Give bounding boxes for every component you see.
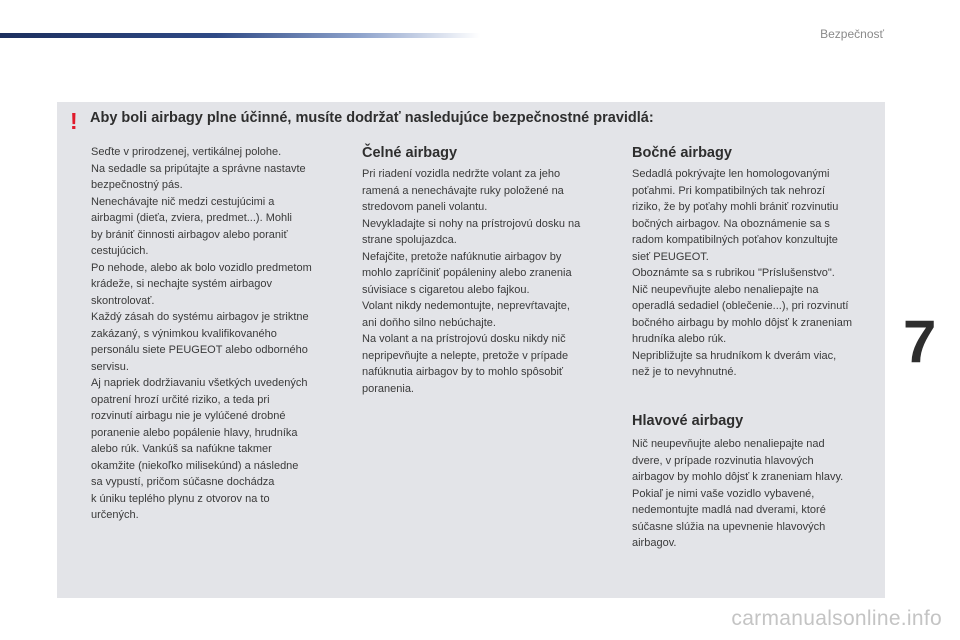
exclamation-icon: ! (70, 108, 78, 134)
curtain-airbags-heading: Hlavové airbagy (632, 413, 744, 429)
warning-panel (57, 102, 885, 598)
curtain-airbags-text: Nič neupevňujte alebo nenaliepajte nad dvere, v prípade rozvinutia hlavových airbagov by mohlo dôjsť k zraneniam hlavy. Pokiaľ je nimi vaše vozidlo vybavené, nedemontujte madlá nad dverami, ktoré súčasne slúžia na upevnenie hlavových airbagov. (632, 438, 844, 549)
frontal-airbags-text: Pri riadení vozidla nedržte volant za jeho ramená a nenechávajte ruky položené na stredovom paneli volantu. Nevykladajte si nohy na prístrojovú dosku na strane spolujazdca. Nefajčite, pretože nafúknutie airbagov by mohlo zapríčiniť popáleniny alebo zranenia súvisiace s cigaretou alebo fajkou. Volant nikdy nedemontujte, neprevŕtavajte, ani doňho silno nebúchajte. Na volant a na prístrojovú dosku nikdy nič nepripevňujte a nelepte, pretože v prípade nafúknutia airbagov by to mohlo spôsobiť poranenia. (362, 168, 581, 395)
section-name: Bezpečnosť (820, 27, 884, 41)
panel-title: Aby boli airbagy plne účinné, musíte dodržať nasledujúce bezpečnostné pravidlá: (90, 110, 654, 126)
watermark: carmanualsonline.info (731, 607, 942, 630)
frontal-airbags-heading: Čelné airbagy (362, 145, 458, 161)
lateral-airbags-text: Sedadlá pokrývajte len homologovanými poťahmi. Pri kompatibilných tak nehrozí riziko, že by poťahy mohli brániť rozvinutiu bočných airbagov. Na oboznámenie sa s radom kompatibilných poťahov konzultujte sieť PEUGEOT. Oboznámte sa s rubrikou "Príslušenstvo". Nič neupevňujte alebo nenaliepajte na operadlá sedadiel (oblečenie...), pri rozvinutí bočného airbagu by mohlo dôjsť k zraneniam hrudníka alebo rúk. Nepribližujte sa hrudníkom k dverám viac, než je to nevyhnutné. (632, 168, 852, 378)
general-rules-text: Seďte v prirodzenej, vertikálnej polohe. Na sedadle sa pripútajte a správne nastavte bezpečnostný pás. Nenechávajte nič medzi cestujúcimi a airbagmi (dieťa, zviera, predmet...). Mohli by brániť činnosti airbagov alebo poraniť cestujúcich. Po nehode, alebo ak bolo vozidlo predmetom krádeže, si nechajte systém airbagov skontrolovať. Každý zásah do systému airbagov je striktne zakázaný, s výnimkou kvalifikovaného personálu siete PEUGEOT alebo odborného servisu. Aj napriek dodržiavaniu všetkých uvedených opatrení hrozí určité riziko, a teda pri rozvinutí airbagu nie je vylúčené drobné poranenie alebo popálenie hlavy, hrudníka alebo rúk. Vankúš sa nafúkne takmer okamžite (niekoľko milisekúnd) a následne sa vypustí, pričom súčasne dochádza k úniku teplého plynu z otvorov na to určených. (91, 146, 312, 521)
chapter-number: 7 (903, 308, 937, 375)
lateral-airbags-heading: Bočné airbagy (632, 145, 732, 161)
header-bar (0, 33, 480, 38)
